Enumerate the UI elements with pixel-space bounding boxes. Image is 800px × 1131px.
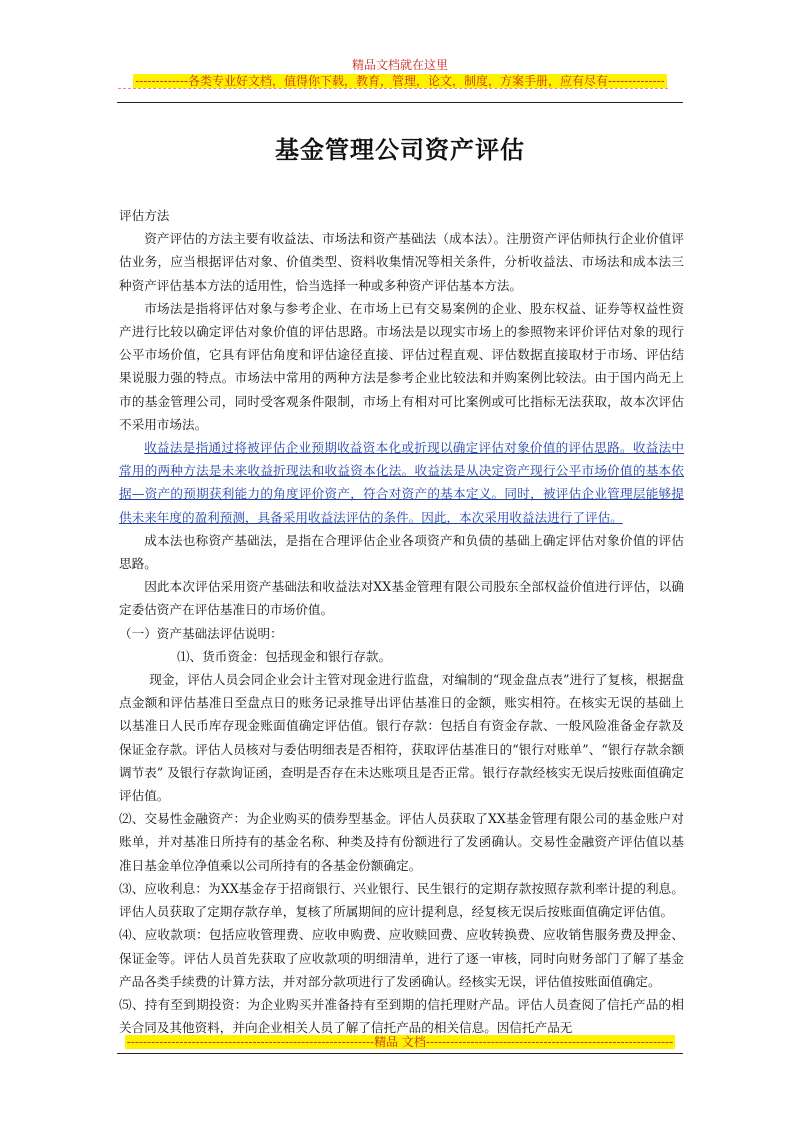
document-body <box>119 204 684 1039</box>
paragraph-conclusion: 因此本次评估采用资产基础法和收益法对XX基金管理有限公司股东全部权益价值进行评估，以确定委估资产在评估基准日的市场价值。 <box>119 579 684 618</box>
paragraph-income-approach: 收益法是指通过将被评估企业预期收益资本化或折现以确定评估对象价值的评估思路。收益法中常用的两种方法是未来收益折现法和收益资本化法。收益法是从决定资产现行公平市场价值的基本依据—资产的预期获利能力的角度评价资产，符合对资产的基本定义。同时，被评估企业管理层能够提供未来年度的盈利预测，具备采用收益法评估的条件。因此，本次采用收益法进行了评估。 <box>119 440 684 525</box>
item-held-to-maturity: ⑸、持有至到期投资：为企业购买并准备持有至到期的信托理财产品。评估人员查阅了信托产品的相关合同及其他资料，并向企业相关人员了解了信托产品的相关信息。因信托产品无 <box>119 996 684 1036</box>
header-dashed-divider <box>118 88 668 89</box>
item-trading-assets: ⑵、交易性金融资产：为企业购买的债券型基金。评估人员获取了XX基金管理有限公司的基金账户对账单，并对基准日所持有的基金名称、种类及持有份额进行了发函确认。交易性金融资产评估值以基准日基金单位净值乘以公司所持有的各基金份额确定。 <box>119 811 684 873</box>
footer-banner-text: -------------------------------------------------------------精品 文档------------------------------------------------------------- <box>126 1035 674 1049</box>
paragraph-methods-overview: 资产评估的方法主要有收益法、市场法和资产基础法（成本法）。注册资产评估师执行企业价值评估业务，应当根据评估对象、价值类型、资料收集情况等相关条件，分析收益法、市场法和成本法三种资产评估基本方法的适用性，恰当选择一种或多种资产评估基本方法。 <box>119 231 684 293</box>
item-interest-receivable: ⑶、应收利息：为XX基金存于招商银行、兴业银行、民生银行的定期存款按照存款利率计提的利息。评估人员获取了定期存款存单，复核了所属期间的应计提利息，经复核无误后按账面值确定评估值。 <box>119 880 684 920</box>
header-tagline: 精品文档就在这里 <box>351 58 448 72</box>
footer-rule <box>117 1053 683 1054</box>
item-cash-title: ⑴、货币资金：包括现金和银行存款。 <box>176 648 392 664</box>
section-heading: 评估方法 <box>119 208 170 223</box>
item-receivables: ⑷、应收款项：包括应收管理费、应收申购费、应收赎回费、应收转换费、应收销售服务费及押金、保证金等。评估人员首先获取了应收款项的明细清单，进行了逐一审核，同时向财务部门了解了基金产品各类手续费的计算方法，并对部分款项进行了发函确认。经核实无误，评估值按账面值确定。 <box>119 927 684 989</box>
paragraph-cost-approach: 成本法也称资产基础法，是指在合理评估企业各项资产和负债的基础上确定评估对象价值的评估思路。 <box>119 532 684 572</box>
subsection-heading: （一）资产基础法评估说明： <box>119 625 283 641</box>
document-title: 基金管理公司资产评估 <box>275 135 525 164</box>
header-rule <box>117 102 683 103</box>
paragraph-cash-detail: 现金，评估人员会同企业会计主管对现金进行监盘，对编制的“现金盘点表”进行了复核，根据盘点金额和评估基准日至盘点日的账务记录推导出评估基准日的金额，账实相符。在核实无误的基础上以基准日人民币库存现金账面值确定评估值。银行存款：包括自有资金存款、一般风险准备金存款及保证金存款。评估人员核对与委估明细表是否相符，获取评估基准日的“银行对账单”、“银行存款余额调节表” 及银行存款询证函，查明是否存在未达账项且是否正常。银行存款经核实无误后按账面值确定评估值。 <box>119 672 684 804</box>
header-banner-text: -------------各类专业好文档，值得你下载，教育，管理，论文，制度，方案手册，应有尽有-------------- <box>135 74 665 88</box>
header-banner <box>0 72 800 89</box>
paragraph-market-approach: 市场法是指将评估对象与参考企业、在市场上已有交易案例的企业、股东权益、证券等权益性资产进行比较以确定评估对象价值的评估思路。市场法是以现实市场上的参照物来评价评估对象的现行公平市场价值，它具有评估角度和评估途径直接、评估过程直观、评估数据直接取材于市场、评估结果说服力强的特点。市场法中常用的两种方法是参考企业比较法和并购案例比较法。由于国内尚无上市的基金管理公司，同时受客观条件限制，市场上有相对可比案例或可比指标无法获取，故本次评估不采用市场法。 <box>119 300 684 432</box>
footer-banner <box>0 1033 800 1050</box>
